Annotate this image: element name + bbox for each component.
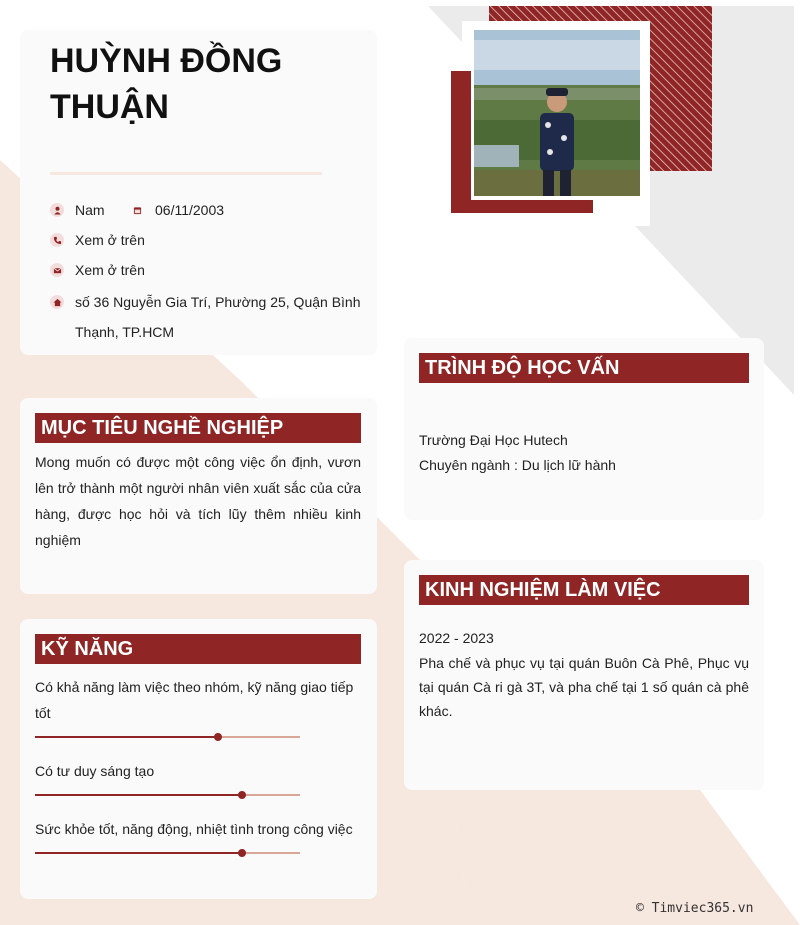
objective-text: Mong muốn có được một công việc ổn định, vươn lên trở thành một người nhân viên xuất sắc của cửa hàng, được học hỏi và tích lũy thêm nhiều kinh nghiệm <box>35 454 361 548</box>
skill-label: Có khả năng làm việc theo nhóm, kỹ năng giao tiếp tốt <box>35 679 354 721</box>
gender-row: Nam <box>50 202 105 218</box>
skill-bar-fill <box>35 794 242 796</box>
skill-bar-handle <box>238 849 246 857</box>
objective-card <box>20 398 377 594</box>
skill-bar-fill <box>35 736 218 738</box>
education-major: Chuyên ngành : Du lịch lữ hành <box>419 457 616 473</box>
phone-row: Xem ở trên <box>50 232 145 248</box>
avatar <box>474 30 640 196</box>
profile-card <box>20 30 377 355</box>
skill-bar-handle <box>238 791 246 799</box>
education-title: TRÌNH ĐỘ HỌC VẤN <box>419 353 749 383</box>
skills-card <box>20 619 377 899</box>
home-icon <box>50 295 64 309</box>
experience-period: 2022 - 2023 <box>419 630 494 646</box>
name-divider <box>50 172 322 175</box>
skill-bar <box>35 794 300 796</box>
experience-description: Pha chế và phục vụ tại quán Buôn Cà Phê, Phục vụ tại quán Cà ri gà 3T, và pha chế tại 1 số quán cà phê khác. <box>419 655 749 719</box>
calendar-icon <box>130 203 144 217</box>
candidate-name: HUỲNH ĐỒNG THUẬN <box>50 42 283 126</box>
email-row: Xem ở trên <box>50 262 145 278</box>
skill-bar-fill <box>35 852 242 854</box>
skills-title: KỸ NĂNG <box>35 634 361 664</box>
skill-bar <box>35 852 300 854</box>
skill-bar-handle <box>214 733 222 741</box>
mail-icon <box>50 263 64 277</box>
skill-bar <box>35 736 300 738</box>
experience-title: KINH NGHIỆM LÀM VIỆC <box>419 575 749 605</box>
birthday-row: 06/11/2003 <box>130 202 224 218</box>
skill-label: Sức khỏe tốt, năng động, nhiệt tình trong công việc <box>35 821 353 837</box>
objective-title: MỤC TIÊU NGHỀ NGHIỆP <box>35 413 361 443</box>
education-card <box>404 338 764 520</box>
skill-label: Có tư duy sáng tạo <box>35 763 155 779</box>
education-school: Trường Đại Học Hutech <box>419 432 568 448</box>
address-row: số 36 Nguyễn Gia Trí, Phường 25, Quận Bình Thạnh, TP.HCM <box>50 287 361 347</box>
footer-credit: © Timviec365.vn <box>636 901 754 916</box>
experience-card <box>404 560 764 790</box>
person-icon <box>50 203 64 217</box>
phone-icon <box>50 233 64 247</box>
